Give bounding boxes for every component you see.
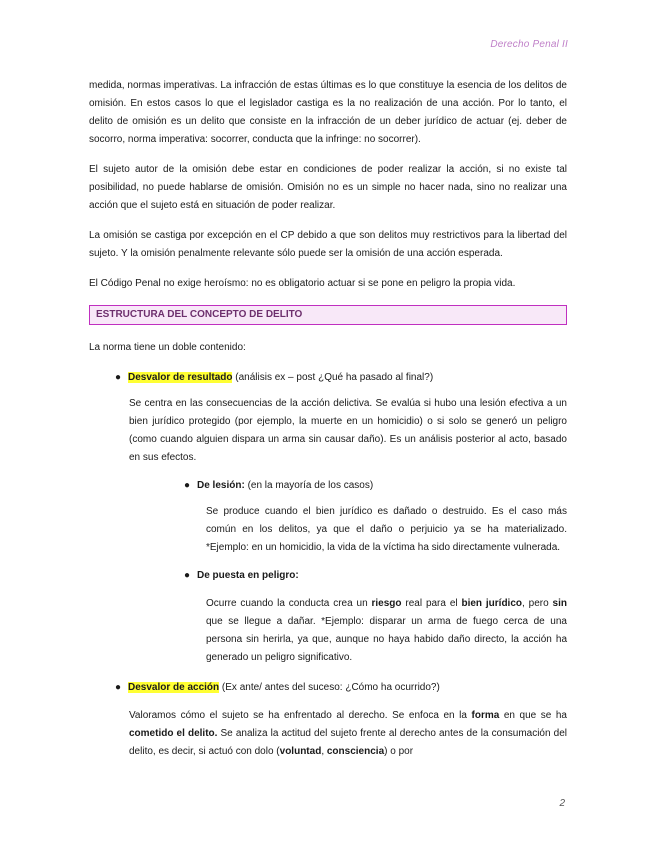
bullet-icon: ●	[184, 480, 191, 491]
subterm-note: (en la mayoría de los casos)	[244, 480, 374, 491]
paragraph-desvalor-resultado: Se centra en las consecuencias de la acción delictiva. Se evalúa si hubo una lesión efectiva a un bien jurídico protegido (por ejemplo, la muerte en un homicidio) o si solo se generó un peligro (como cuando alguien dispara un arma sin causar daño). Es un análisis posterior al acto, basado en sus efectos.	[129, 398, 567, 463]
text-run: Ocurre cuando la conducta crea un	[206, 598, 372, 609]
bold-term: sin	[552, 598, 567, 609]
bold-term: forma	[471, 710, 500, 721]
highlighted-term: Desvalor de acción	[128, 682, 220, 693]
text-run: ,	[321, 746, 327, 757]
paragraph-heroismo: El Código Penal no exige heroísmo: no es obligatorio actuar si se pone en peligro la propia vida.	[89, 278, 516, 289]
term-note: (análisis ex – post ¿Qué ha pasado al final?)	[232, 372, 434, 383]
page-number: 2	[559, 798, 565, 809]
text-run: Valoramos cómo el sujeto se ha enfrentado al derecho. Se enfoca en la	[129, 710, 472, 721]
term-note: (Ex ante/ antes del suceso: ¿Cómo ha ocurrido?)	[219, 682, 440, 693]
subterm-label: De puesta en peligro:	[197, 570, 299, 581]
text-run: , pero	[522, 598, 553, 609]
list-item-lesion	[184, 477, 567, 495]
text-run: ) o por	[384, 746, 414, 757]
text-run: Se analiza la actitud del sujeto frente al derecho antes de la consumación del delito, es decir, si actuó con dolo (	[129, 728, 567, 757]
highlighted-term: Desvalor de resultado	[128, 372, 233, 383]
list-item-desvalor-resultado	[115, 369, 567, 387]
paragraph-omision-definicion: medida, normas imperativas. La infracción de estas últimas es lo que constituye la esencia de los delitos de omisión. En estos casos lo que el legislador castiga es la no realización de una acción. Por lo tanto, el delito de omisión es un delito que consiste en la infracción de un deber jurídico de actuar (ej. deber de socorro, norma imperativa: socorrer, conducta que la infringe: no socorrer).	[89, 80, 567, 145]
paragraph-peligro	[206, 595, 567, 667]
text-run: que se llegue a dañar. *Ejemplo: disparar un arma de fuego cerca de una persona sin herirla, ya que, aunque no haya habido daño directo, la acción ha generado un peligro significativo.	[206, 616, 567, 663]
text-run: en que se ha	[499, 710, 567, 721]
bullet-icon: ●	[115, 682, 122, 693]
subterm-label: De lesión:	[197, 480, 245, 491]
list-item-text	[128, 369, 433, 387]
section-intro: La norma tiene un doble contenido:	[89, 342, 246, 353]
bold-term: voluntad	[279, 746, 322, 757]
list-item-text	[128, 679, 440, 697]
paragraph-desvalor-accion	[129, 707, 567, 761]
paragraph-sujeto-autor: El sujeto autor de la omisión debe estar en condiciones de poder realizar la acción, si no existe tal posibilidad, no puede hablarse de omisión. Omisión no es un simple no hacer nada, sino no realizar una acción que el sujeto está en situación de poder realizar.	[89, 164, 567, 211]
page-content	[89, 77, 567, 761]
section-heading: ESTRUCTURA DEL CONCEPTO DE DELITO	[89, 305, 567, 325]
paragraph-omision-castigo: La omisión se castiga por excepción en el CP debido a que son delitos muy restrictivos para la libertad del sujeto. Y la omisión penalmente relevante sólo puede ser la omisión de una acción esperada.	[89, 230, 567, 259]
bold-term: riesgo	[371, 598, 402, 609]
list-item-peligro	[184, 567, 567, 585]
running-header: Derecho Penal II	[490, 39, 568, 50]
bullet-icon: ●	[115, 372, 122, 383]
bullet-icon: ●	[184, 570, 191, 581]
list-item-text	[197, 477, 373, 495]
text-run: real para el	[401, 598, 462, 609]
bold-term: cometido el delito.	[129, 728, 218, 739]
bold-term: consciencia	[326, 746, 385, 757]
list-item-desvalor-accion	[115, 679, 567, 697]
paragraph-lesion: Se produce cuando el bien jurídico es dañado o destruido. Es el caso más común en los delitos, ya que el daño o perjuicio ya se ha materializado. *Ejemplo: en un homicidio, la vida de la víctima ha sido directamente vulnerada.	[206, 506, 567, 553]
bold-term: bien jurídico	[461, 598, 523, 609]
